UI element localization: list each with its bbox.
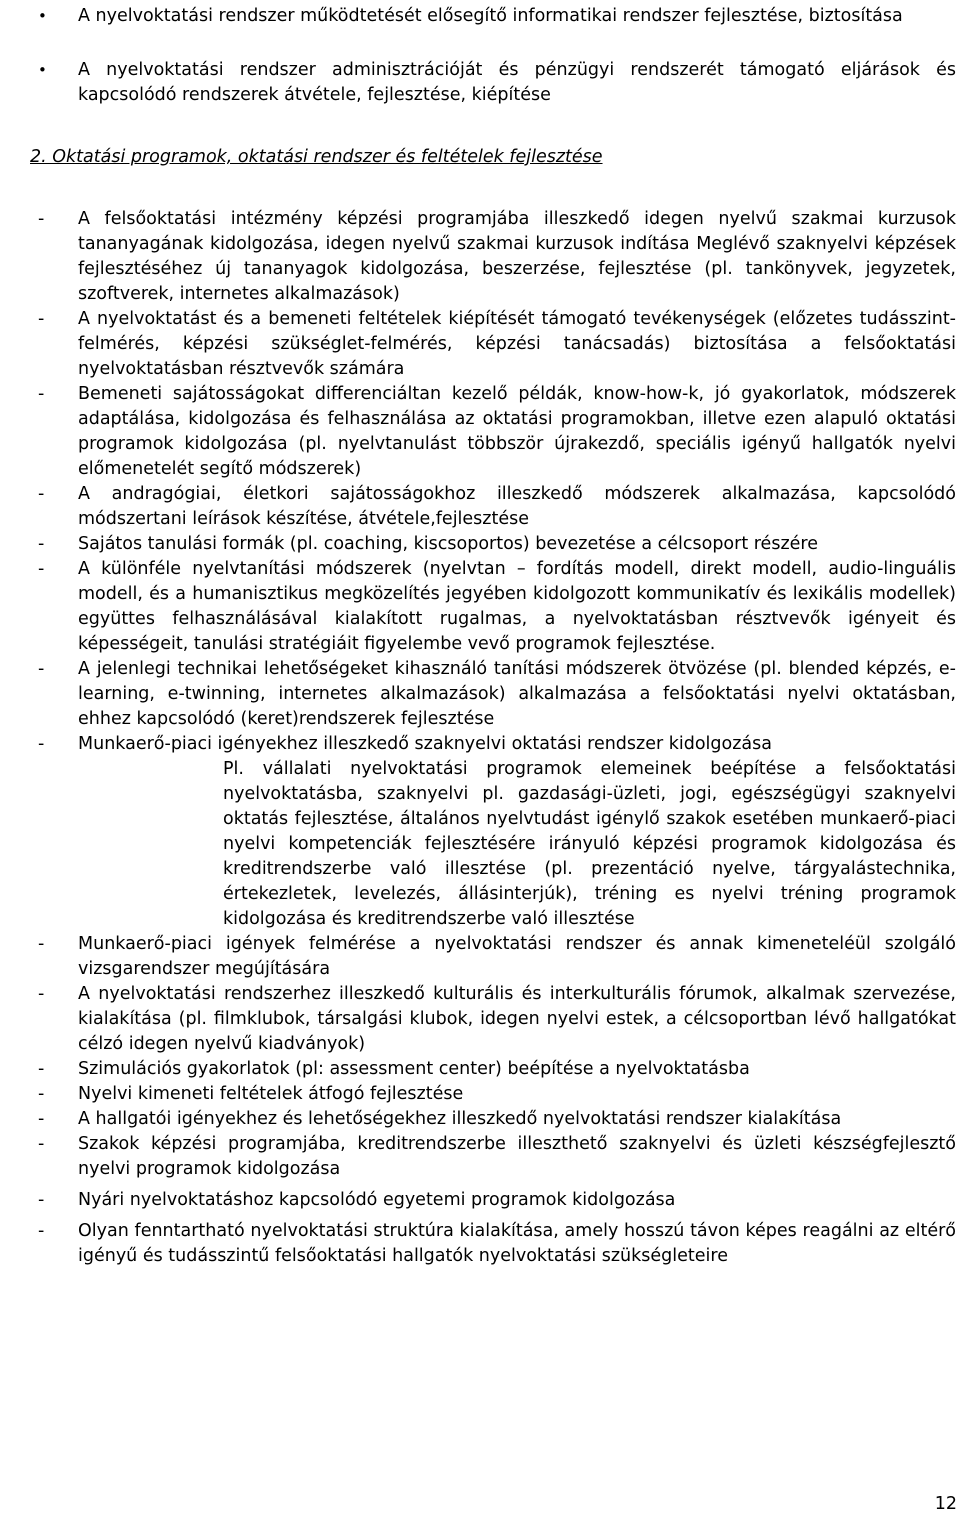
list-item-text: A hallgatói igényekhez és lehetőségekhez illeszkedő nyelvoktatási rendszer kialakítása (78, 1109, 842, 1129)
dash-marker: - (38, 934, 45, 954)
list-item-text: Bemeneti sajátosságokat differenciáltan kezelő példák, know-how-k, jó gyakorlatok, módszerek adaptálása, kidolgozása és felhasználása az oktatási programokban, illetve ezen alapuló oktatási programok kidolgozása (pl. nyelvtanulást többször újrakezdő, speciális igényű hallgatók nyelvi előmenetelét segítő módszerek) (78, 384, 956, 479)
list-item (38, 1132, 956, 1182)
dash-marker: - (38, 1084, 45, 1104)
list-item-text: A nyelvoktatási rendszerhez illeszkedő kulturális és interkulturális fórumok, alkalmak szervezése, kialakítása (pl. filmklubok, társalgási klubok, idegen nyelvi estek, a célcsoportban lévő hallgatókat célzó idegen nyelvű kiadványok) (78, 984, 956, 1054)
dash-marker: - (38, 309, 45, 329)
list-item-text: A különféle nyelvtanítási módszerek (nyelvtan – fordítás modell, direkt modell, audio-linguális modell, és a humanisztikus megközelítés jegyében kidolgozott kommunikatív és lexikális modellek) együttes felhasználásával kialakított rugalmas, a nyelvoktatásban résztvevők igényeit és képességeit, tanulási stratégiáit figyelembe vevő programok fejlesztése. (78, 559, 956, 654)
list-item (38, 532, 956, 557)
dash-marker: - (38, 1221, 45, 1241)
list-item (38, 1107, 956, 1132)
list-item (38, 1057, 956, 1082)
dash-marker: - (38, 484, 45, 504)
list-item (38, 1082, 956, 1107)
list-item (38, 307, 956, 382)
dash-marker: - (38, 1109, 45, 1129)
list-item-text: Olyan fenntartható nyelvoktatási struktúra kialakítása, amely hosszú távon képes reagálni az eltérő igényű és tudásszintű felsőoktatási hallgatók nyelvoktatási szükségleteire (78, 1221, 956, 1266)
list-item (38, 1188, 956, 1213)
list-item-text: Nyelvi kimeneti feltételek átfogó fejlesztése (78, 1084, 464, 1104)
list-item (38, 482, 956, 532)
list-item-text: A andragógiai, életkori sajátosságokhoz illeszkedő módszerek alkalmazása, kapcsolódó módszertani leírások készítése, átvétele,fejlesztése (78, 484, 956, 529)
list-item-text: Sajátos tanulási formák (pl. coaching, kiscsoportos) bevezetése a célcsoport részére (78, 534, 818, 554)
dash-marker: - (38, 1134, 45, 1154)
list-item-text: Szimulációs gyakorlatok (pl: assessment center) beépítése a nyelvoktatásba (78, 1059, 750, 1079)
dash-list (0, 207, 960, 1269)
bullet-item (38, 4, 956, 29)
list-item (38, 557, 956, 657)
bullet-icon: • (38, 7, 47, 25)
list-item (38, 732, 956, 757)
bullet-icon: • (38, 61, 47, 79)
dash-marker: - (38, 534, 45, 554)
section-heading: 2. Oktatási programok, oktatási rendszer és feltételek fejlesztése (30, 147, 603, 167)
list-item (38, 207, 956, 307)
bullet-text: A nyelvoktatási rendszer adminisztrációját és pénzügyi rendszerét támogató eljárások és kapcsolódó rendszerek átvétele, fejlesztése, kiépítése (78, 60, 956, 105)
list-item (38, 932, 956, 982)
dash-marker: - (38, 734, 45, 754)
dash-marker: - (38, 1059, 45, 1079)
list-item-text: Nyári nyelvoktatáshoz kapcsolódó egyetemi programok kidolgozása (78, 1190, 676, 1210)
list-item (38, 657, 956, 732)
page-number: 12 (934, 1494, 957, 1514)
dash-marker: - (38, 559, 45, 579)
indented-paragraph: Pl. vállalati nyelvoktatási programok elemeinek beépítése a felsőoktatási nyelvoktatásba, szaknyelvi pl. gazdasági-üzleti, jogi, egészségügyi szaknyelvi oktatás fejlesztése, általános nyelvtudást igénylő szakok esetében munkaerő-piaci nyelvi kompetenciák fejlesztésére irányuló képzési programok kidolgozása és kreditrendszerbe való illesztése (pl. prezentáció nyelve, tárgyalástechnika, értekezletek, levelezés, állásinterjúk), tréning es nyelvi tréning programok kidolgozása és kreditrendszerbe való illesztése (223, 759, 956, 929)
dash-marker: - (38, 659, 45, 679)
list-item (38, 382, 956, 482)
bullet-item (38, 58, 956, 108)
list-item (38, 982, 956, 1057)
dash-marker: - (38, 1190, 45, 1210)
list-item-text: A jelenlegi technikai lehetőségeket kihasználó tanítási módszerek ötvözése (pl. blended képzés, e-learning, e-twinning, internetes alkalmazások) alkalmazása a felsőoktatási nyelvi oktatásban, ehhez kapcsolódó (keret)rendszerek fejlesztése (78, 659, 956, 729)
dash-marker: - (38, 984, 45, 1004)
list-item-text: A felsőoktatási intézmény képzési programjába illeszkedő idegen nyelvű szakmai kurzusok tananyagának kidolgozása, idegen nyelvű szakmai kurzusok indítása Meglévő szaknyelvi képzések fejlesztéséhez új tananyagok kidolgozása, beszerzése, fejlesztése (pl. tankönyvek, jegyzetek, szoftverek, internetes alkalmazások) (78, 209, 956, 304)
list-item (38, 1219, 956, 1269)
dash-marker: - (38, 384, 45, 404)
list-item-text: Munkaerő-piaci igényekhez illeszkedő szaknyelvi oktatási rendszer kidolgozása (78, 734, 772, 754)
list-item-text: Munkaerő-piaci igények felmérése a nyelvoktatási rendszer és annak kimeneteléül szolgáló vizsgarendszer megújítására (78, 934, 956, 979)
bullet-text: A nyelvoktatási rendszer működtetését elősegítő informatikai rendszer fejlesztése, biztosítása (78, 6, 903, 26)
list-item-text: Szakok képzési programjába, kreditrendszerbe illeszthető szaknyelvi és üzleti készségfejlesztő nyelvi programok kidolgozása (78, 1134, 956, 1179)
list-item-text: A nyelvoktatást és a bemeneti feltételek kiépítését támogató tevékenységek (előzetes tudásszint-felmérés, képzési szükséglet-felmérés, képzési tanácsadás) biztosítása a felsőoktatási nyelvoktatásban résztvevők számára (78, 309, 956, 379)
dash-marker: - (38, 209, 45, 229)
